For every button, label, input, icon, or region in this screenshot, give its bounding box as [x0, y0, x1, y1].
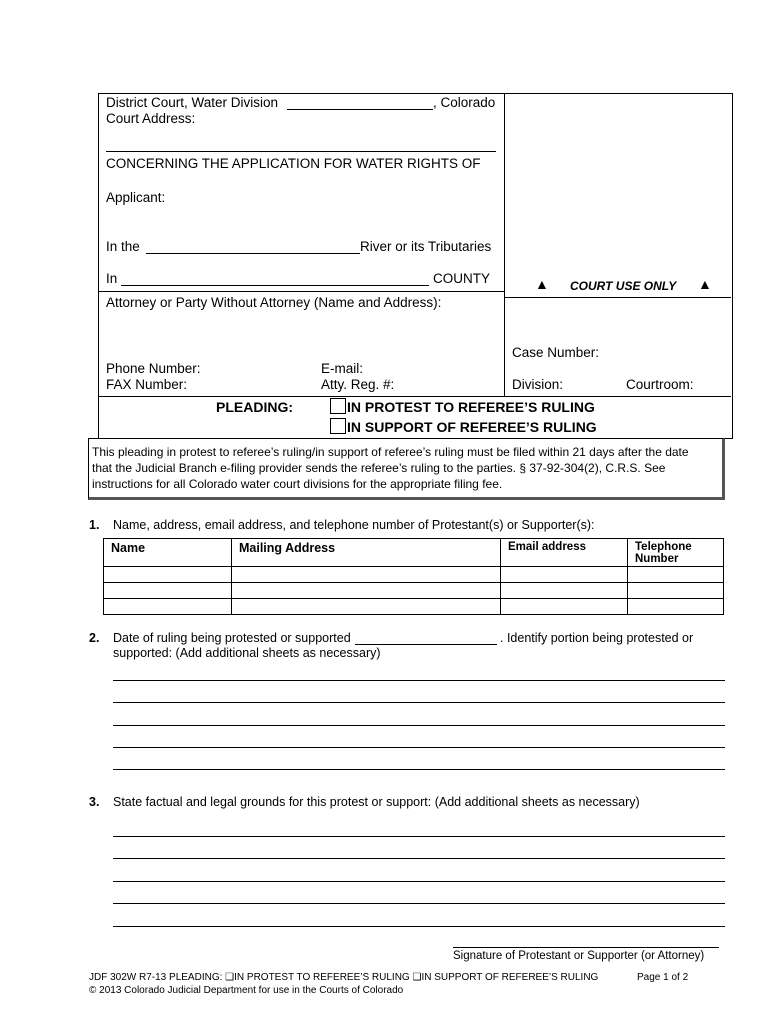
footer-copyright: © 2013 Colorado Judicial Department for use in the Courts of Colorado	[89, 985, 404, 996]
caption-divider	[504, 93, 505, 396]
item-1-text: Name, address, email address, and telephone number of Protestant(s) or Supporter(s):	[113, 518, 595, 532]
court-division-suffix: , Colorado	[433, 95, 496, 110]
item-2-text: . Identify portion being protested or	[500, 631, 694, 645]
answer-line[interactable]	[113, 858, 725, 859]
email-label: E-mail:	[321, 361, 364, 376]
support-option-label: IN SUPPORT OF REFEREE’S RULING	[347, 419, 597, 435]
item-2-text: Date of ruling being protested or supported	[113, 631, 351, 645]
item-3-text: State factual and legal grounds for this protest or support: (Add additional sheets as necessary)	[113, 795, 640, 809]
table-cell[interactable]	[232, 599, 501, 615]
item-2-number: 2.	[89, 631, 100, 645]
filing-notice	[88, 438, 725, 500]
atty-reg-label: Atty. Reg. #:	[321, 377, 395, 392]
table-row	[104, 599, 724, 615]
river-blank[interactable]	[146, 253, 360, 254]
support-checkbox[interactable]	[330, 418, 346, 434]
table-row	[104, 567, 724, 583]
table-cell[interactable]	[104, 599, 232, 615]
column-header-name: Name	[104, 539, 232, 567]
table-cell[interactable]	[232, 567, 501, 583]
protestant-table	[103, 538, 724, 615]
item-2-text: supported: (Add additional sheets as necessary)	[113, 646, 381, 660]
answer-line[interactable]	[113, 903, 725, 904]
signature-line[interactable]	[453, 947, 719, 948]
fax-label: FAX Number:	[106, 377, 188, 392]
footer-form-id: JDF 302W R7-13 PLEADING: ❑IN PROTEST TO REFEREE’S RULING ❑IN SUPPORT OF REFEREE’S RULING	[89, 972, 599, 983]
phone-label: Phone Number:	[106, 361, 201, 376]
table-cell[interactable]	[232, 583, 501, 599]
caption-rule	[504, 297, 731, 298]
in-the-label: In the	[106, 239, 140, 254]
river-label: River or its Tributaries	[360, 239, 492, 254]
answer-line[interactable]	[113, 881, 725, 882]
notice-line: This pleading in protest to referee’s ruling/in support of referee’s ruling must be filed within 21 days after the date	[92, 445, 689, 459]
column-header-telephone-line: Telephone	[635, 541, 692, 553]
up-arrow-icon: ▲	[698, 276, 712, 292]
answer-line[interactable]	[113, 836, 725, 837]
caption-rule	[98, 396, 731, 397]
notice-line: that the Judicial Branch e-filing provider sends the referee’s ruling to the parties. § 37-92-304(2), C.R.S. See	[92, 461, 666, 475]
table-cell[interactable]	[501, 599, 628, 615]
courtroom-label: Courtroom:	[626, 377, 694, 392]
court-address-label: Court Address:	[106, 111, 196, 126]
answer-line[interactable]	[113, 926, 725, 927]
table-cell[interactable]	[501, 567, 628, 583]
division-blank[interactable]	[287, 109, 433, 110]
column-header-email: Email address	[501, 539, 628, 567]
item-1-number: 1.	[89, 518, 100, 532]
table-cell[interactable]	[104, 567, 232, 583]
attorney-label: Attorney or Party Without Attorney (Name and Address):	[106, 295, 442, 310]
answer-line[interactable]	[113, 702, 725, 703]
answer-line[interactable]	[113, 725, 725, 726]
protest-option-label: IN PROTEST TO REFEREE’S RULING	[347, 399, 595, 415]
column-header-telephone	[628, 539, 724, 567]
answer-line[interactable]	[113, 680, 725, 681]
notice-line: instructions for all Colorado water court divisions for the appropriate filing fee.	[92, 477, 503, 491]
court-division-prefix: District Court, Water Division	[106, 95, 279, 110]
county-label: COUNTY	[433, 271, 490, 286]
court-use-only: COURT USE ONLY	[570, 279, 677, 293]
table-cell[interactable]	[104, 583, 232, 599]
column-header-mailing-address: Mailing Address	[232, 539, 501, 567]
signature-label: Signature of Protestant or Supporter (or Attorney)	[453, 950, 705, 962]
footer-page-number: Page 1 of 2	[637, 972, 689, 983]
table-cell[interactable]	[628, 583, 724, 599]
caption-rule	[98, 291, 504, 292]
division-label: Division:	[512, 377, 564, 392]
concerning-heading: CONCERNING THE APPLICATION FOR WATER RIGHTS OF	[106, 156, 481, 171]
table-cell[interactable]	[628, 567, 724, 583]
table-row	[104, 583, 724, 599]
ruling-date-blank[interactable]	[355, 644, 497, 645]
case-number-label: Case Number:	[512, 345, 600, 360]
answer-line[interactable]	[113, 747, 725, 748]
pleading-label: PLEADING:	[216, 399, 293, 415]
column-header-telephone-line: Number	[635, 553, 679, 565]
up-arrow-icon: ▲	[535, 276, 549, 292]
applicant-label: Applicant:	[106, 190, 166, 205]
county-blank[interactable]	[121, 285, 429, 286]
table-cell[interactable]	[501, 583, 628, 599]
answer-line[interactable]	[113, 769, 725, 770]
item-3-number: 3.	[89, 795, 100, 809]
protest-checkbox[interactable]	[330, 398, 346, 414]
table-cell[interactable]	[628, 599, 724, 615]
in-label: In	[106, 271, 118, 286]
court-address-blank[interactable]	[106, 151, 496, 152]
